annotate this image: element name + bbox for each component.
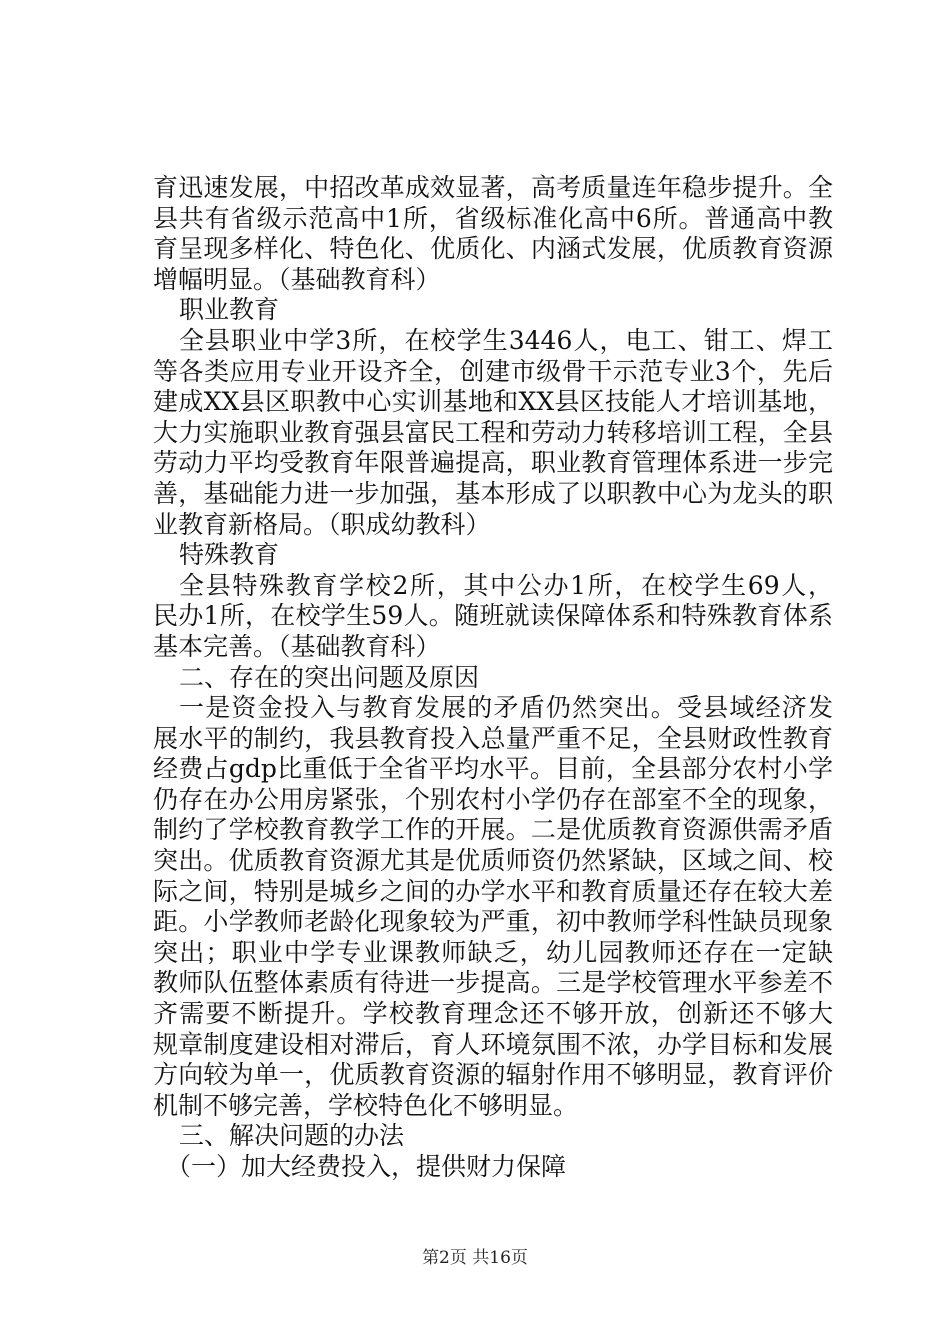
- text-line: 大力实施职业教育强县富民工程和劳动力转移培训工程，全县: [153, 417, 833, 447]
- text-line: 一是资金投入与教育发展的矛盾仍然突出。受县域经济发: [179, 693, 833, 723]
- text-line: 育迅速发展，中招改革成效显著，高考质量连年稳步提升。全: [153, 173, 833, 202]
- text-line: 教师队伍整体素质有待进一步提高。三是学校管理水平参差不: [153, 968, 833, 998]
- text-line: 等各类应用专业开设齐全，创建市级骨干示范专业3个，先后: [153, 356, 833, 386]
- text-line: 经费占gdp比重低于全省平均水平。目前，全县部分农村小学: [153, 754, 833, 784]
- text-line: 劳动力平均受教育年限普遍提高，职业教育管理体系进一步完: [153, 448, 833, 478]
- body-text: [153, 173, 833, 1183]
- text-line: 县共有省级示范高中1所，省级标准化高中6所。普通高中教: [153, 203, 833, 233]
- text-line: 距。小学教师老龄化现象较为严重，初中教师学科性缺员现象: [153, 907, 833, 937]
- text-line: 全县职业中学3所，在校学生3446人，电工、钳工、焊工: [179, 325, 833, 355]
- subsection-heading-funding: （一）加大经费投入，提供财力保障: [166, 1152, 567, 1181]
- text-line: 仍存在办公用房紧张，个别农村小学仍存在部室不全的现象，: [153, 784, 833, 814]
- text-line: 业教育新格局。（职成幼教科）: [153, 509, 491, 539]
- text-line: 善，基础能力进一步加强，基本形成了以职教中心为龙头的职: [153, 478, 833, 508]
- text-line: 突出。优质教育资源尤其是优质师资仍然紧缺，区域之间、校: [153, 846, 833, 876]
- text-line: 突出；职业中学专业课教师缺乏，幼儿园教师还存在一定缺: [153, 937, 833, 967]
- text-line: 基本完善。（基础教育科）: [153, 631, 441, 661]
- text-line: 规章制度建设相对滞后，育人环境氛围不浓，办学目标和发展: [153, 1029, 833, 1059]
- text-line: 齐需要不断提升。学校教育理念还不够开放，创新还不够大: [153, 999, 833, 1029]
- text-line: 展水平的制约，我县教育投入总量严重不足，全县财政性教育: [153, 723, 833, 753]
- text-line: 机制不够完善，学校特色化不够明显。: [153, 1090, 579, 1120]
- section-heading-vocational: 职业教育: [179, 295, 280, 325]
- text-line: 全县特殊教育学校2所，其中公办1所，在校学生69人，: [179, 570, 833, 600]
- text-line: 育呈现多样化、特色化、优质化、内涵式发展，优质教育资源: [153, 234, 833, 264]
- section-heading-solutions: 三、解决问题的办法: [179, 1121, 405, 1151]
- text-line: 际之间，特别是城乡之间的办学水平和教育质量还存在较大差: [153, 876, 833, 906]
- text-line: 建成XX县区职教中心实训基地和XX县区技能人才培训基地，: [153, 387, 833, 417]
- section-heading-problems: 二、存在的突出问题及原因: [179, 662, 480, 692]
- text-line: 制约了学校教育教学工作的开展。二是优质教育资源供需矛盾: [153, 815, 833, 845]
- text-line: 增幅明显。（基础教育科）: [153, 264, 441, 294]
- text-line: 民办1所，在校学生59人。随班就读保障体系和特殊教育体系: [153, 601, 833, 631]
- text-line: 方向较为单一，优质教育资源的辐射作用不够明显，教育评价: [153, 1060, 833, 1090]
- page-number-footer: 第2页 共16页: [422, 1248, 528, 1268]
- section-heading-special: 特殊教育: [179, 540, 280, 570]
